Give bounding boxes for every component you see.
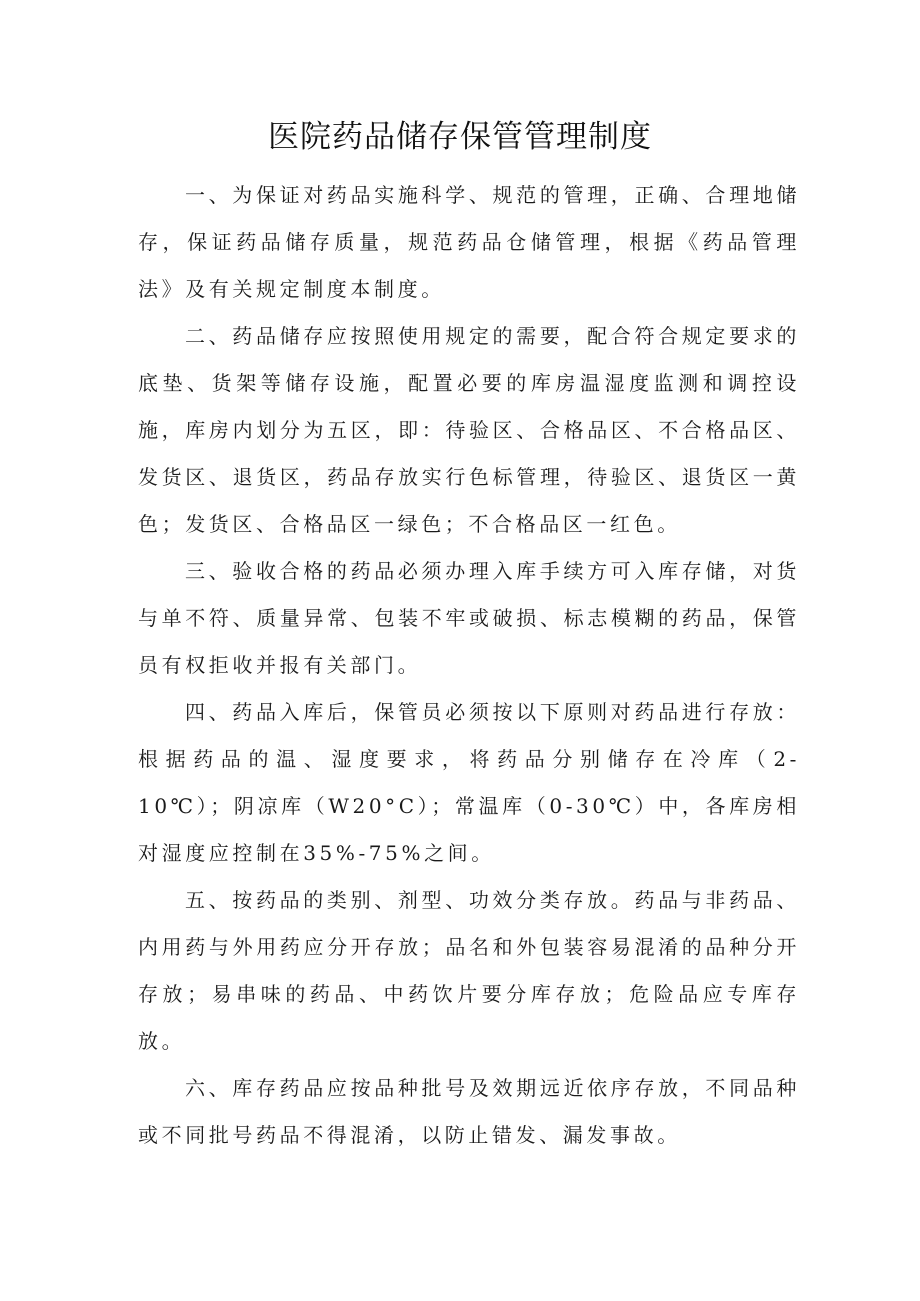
paragraph-4: 四、药品入库后，保管员必须按以下原则对药品进行存放：根据药品的温、湿度要求，将药品分别储存在冷库（2-10℃）；阴凉库（W20°C）；常温库（0-30℃）中，各库房相对湿度应控制在35%-75%之间。 [138,700,800,865]
paragraph-2: 二、药品储存应按照使用规定的需要，配合符合规定要求的底垫、货架等储存设施，配置必要的库房温湿度监测和调控设施，库房内划分为五区，即：待验区、合格品区、不合格品区、发货区、退货区，药品存放实行色标管理，待验区、退货区一黄色；发货区、合格品区一绿色；不合格品区一红色。 [138,324,800,536]
paragraph-6: 六、库存药品应按品种批号及效期远近依序存放，不同品种或不同批号药品不得混淆，以防止错发、漏发事故。 [138,1076,800,1147]
paragraph-5: 五、按药品的类别、剂型、功效分类存放。药品与非药品、内用药与外用药应分开存放；品名和外包装容易混淆的品种分开存放；易串味的药品、中药饮片要分库存放；危险品应专库存放。 [138,888,800,1053]
document-title: 医院药品储存保管管理制度 [268,119,652,155]
document-body [138,172,800,1159]
paragraph-3: 三、验收合格的药品必须办理入库手续方可入库存储，对货与单不符、质量异常、包装不牢或破损、标志模糊的药品，保管员有权拒收并报有关部门。 [138,559,800,677]
paragraph-1: 一、为保证对药品实施科学、规范的管理，正确、合理地储存，保证药品储存质量，规范药品仓储管理，根据《药品管理法》及有关规定制度本制度。 [138,183,800,301]
